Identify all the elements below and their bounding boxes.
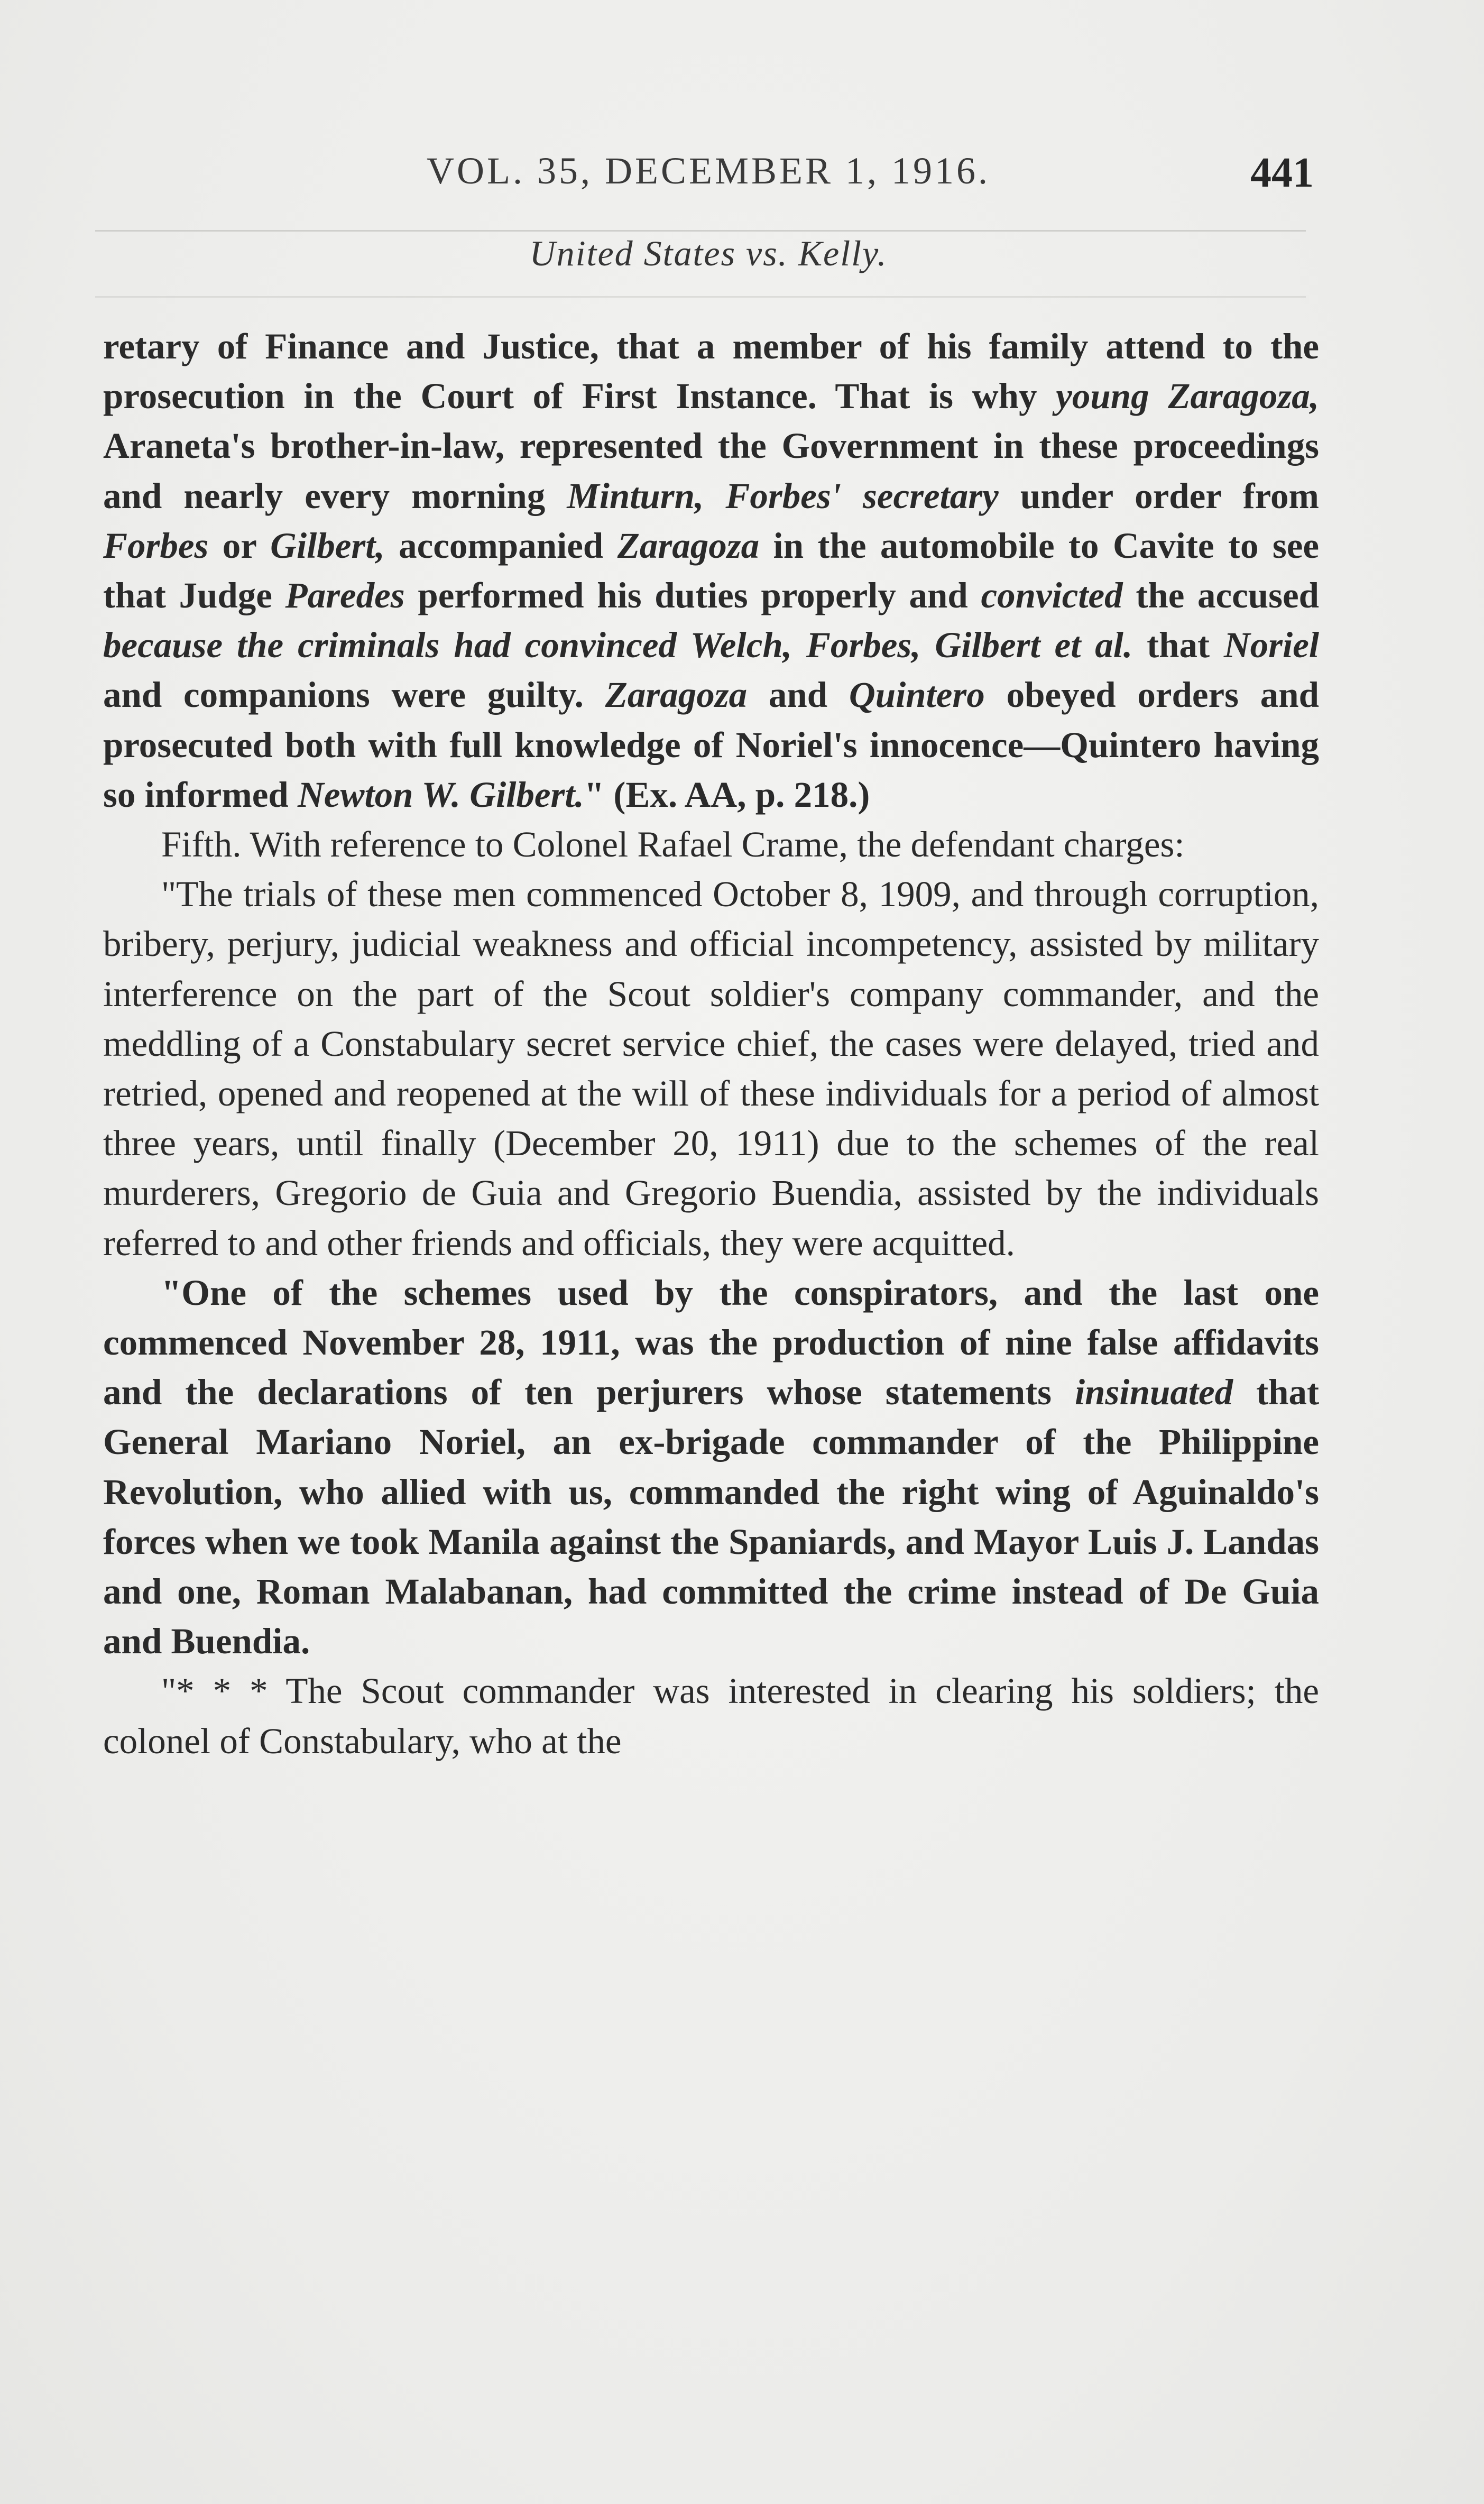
p1-italic-n: convicted [981, 575, 1123, 616]
p1-text-c: Araneta's brother-in-law, represented the Government in these proceedings and nearly every morning [103, 426, 1319, 516]
p1-text-i: accompanied [384, 525, 617, 566]
header-rule [95, 230, 1306, 232]
p1-text-k: in the automobile to Cavite to see that Judge [103, 525, 1320, 616]
running-head: VOL. 35, DECEMBER 1, 1916. [427, 150, 990, 192]
page-number: 441 [1250, 150, 1314, 196]
p1-italic-j: Zaragoza [617, 525, 760, 566]
p1-text-u: and [747, 675, 849, 715]
page-header [103, 149, 1314, 207]
p1-text-o: the accused [1122, 575, 1319, 616]
paragraph-5: "* * * The Scout commander was interested in clearing his soldiers; the colonel of Constabulary, who at the [103, 1671, 1319, 1761]
p1-italic-l: Paredes [285, 575, 405, 616]
p1-italic-x: Newton W. Gilbert. [297, 774, 584, 815]
p1-text-a: retary of Finance and Justice, that a member of his family attend to the prosecution in the Court of First Instance. That is why [103, 326, 1319, 417]
p1-italic-t: Zaragoza [605, 675, 748, 715]
p1-text-e: under order from [998, 475, 1320, 516]
p4-italic-b: insinuated [1075, 1372, 1233, 1413]
p1-text-g: or [208, 525, 271, 566]
p1-italic-p: because the criminals had convinced Welch, Forbes, Gilbert et al. [103, 625, 1133, 666]
p1-text-s: and companions were guilty. [103, 675, 605, 715]
p1-italic-h: Gilbert, [270, 525, 385, 566]
p1-italic-r: Noriel [1223, 625, 1319, 666]
p1-text-w: obeyed orders and prosecuted both with full knowledge of Noriel's innocence—Quintero having so informed [103, 675, 1319, 815]
body-text [103, 321, 1319, 1766]
title-rule [95, 296, 1306, 298]
paragraph-2: Fifth. With reference to Colonel Rafael Crame, the defendant charges: [161, 824, 1185, 865]
p1-text-q: that [1132, 625, 1224, 666]
p1-italic-v: Quintero [849, 675, 985, 715]
paragraph-1 [103, 321, 1319, 820]
paragraph-3: "The trials of these men commenced October 8, 1909, and through corruption, bribery, perjury, judicial weakness and official incompetency, assisted by military interference on the part of the Scout soldier's company commander, and the meddling of a Constabulary secret service chief, the cases were delayed, tried and retried, opened and reopened at the will of these individuals for a period of almost three years, until finally (December 20, 1911) due to the schemes of the real murderers, Gregorio de Guia and Gregorio Buendia, assisted by the individuals referred to and other friends and officials, they were acquitted. [103, 874, 1319, 1263]
case-title: United States vs. Kelly. [529, 233, 888, 273]
p1-italic-b: young Zaragoza, [1056, 376, 1319, 417]
p1-text-m: performed his duties properly and [404, 575, 981, 616]
p1-text-y: " (Ex. AA, p. 218.) [584, 774, 870, 815]
p1-italic-f: Forbes [103, 525, 209, 566]
paragraph-4 [103, 1268, 1319, 1667]
p1-italic-d: Minturn, Forbes' secretary [567, 475, 999, 516]
p4-text-a: "One of the schemes used by the conspirators, and the last one commenced November 28, 1911, was the production of nine false affidavits and the declarations of ten perjurers whose statements [103, 1272, 1319, 1413]
p4-text-c: that General Mariano Noriel, an ex-brigade commander of the Philippine Revolution, who allied with us, commanded the right wing of Aguinaldo's forces when we took Manila against the Spaniards, and Mayor Luis J. Landas and one, Roman Malabanan, had committed the crime instead of De Guia and Buendia. [103, 1372, 1319, 1662]
